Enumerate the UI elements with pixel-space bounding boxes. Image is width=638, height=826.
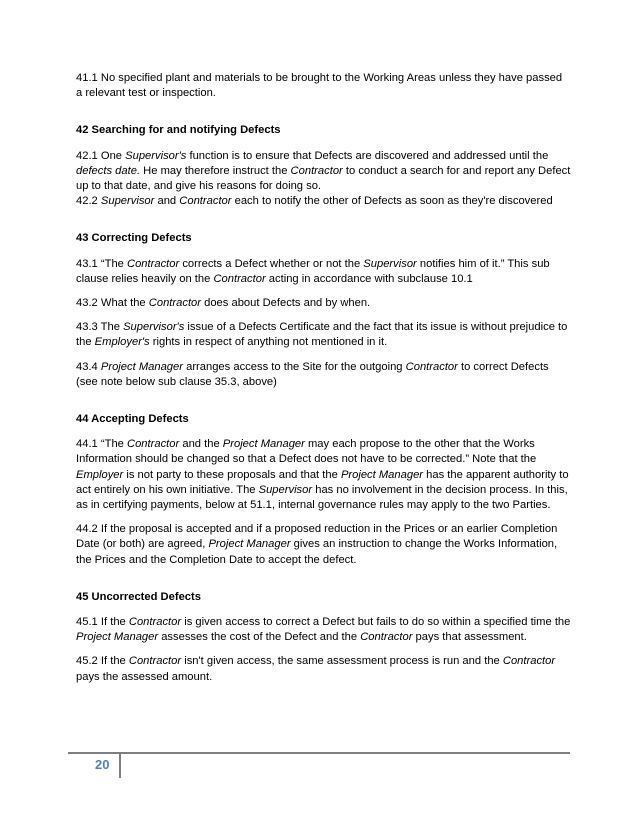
clause-42-1: 42.1 One Supervisor's function is to ensure that Defects are discovered and addressed until the defects date. He may therefore instruct the Contractor to conduct a search for and report any Defect up to that date, and give his reasons for doing so. — [76, 149, 571, 193]
clause-43-2: 43.2 What the Contractor does about Defects and by when. — [76, 297, 371, 310]
clause-43-1: 43.1 “The Contractor corrects a Defect whether or not the Supervisor notifies him of it.” This sub clause relies heavily on the Contractor acting in accordance with subclause 10.1 — [76, 257, 550, 285]
clause-44-2: 44.2 If the proposal is accepted and if a proposed reduction in the Prices or an earlier Completion Date (or both) are agreed, Project Manager gives an instruction to change the Works Information, the Prices and the Completion Date to accept the defect. — [76, 523, 558, 566]
clause-45-1: 45.1 If the Contractor is given access to correct a Defect but fails to do so within a specified time the Project Manager assesses the cost of the Defect and the Contractor pays that assessment. — [76, 616, 571, 644]
footer-vertical-divider — [119, 754, 121, 778]
heading-42: 42 Searching for and notifying Defects — [76, 124, 281, 137]
heading-45: 45 Uncorrected Defects — [76, 590, 201, 603]
heading-44: 44 Accepting Defects — [76, 413, 189, 426]
clause-44-1: 44.1 “The Contractor and the Project Manager may each propose to the other that the Works Information should be changed so that a Defect does not have to be corrected.” Note that the Employer is not party to these proposals and that the Project Manager has the apparent authority to act entirely on his own initiative. The Supervisor has no involvement in the decision process. In this, as in certifying payments, below at 51.1, internal governance rules may apply to the two Parties. — [76, 438, 569, 512]
footer-divider — [68, 752, 570, 754]
clause-41-1-text: 41.1 No specified plant and materials to be brought to the Working Areas unless they have passed a relevant test or inspection. — [76, 72, 563, 100]
clause-41-1 — [76, 71, 571, 101]
document-body — [76, 71, 571, 685]
page-number: 20 — [95, 757, 110, 772]
clause-45-2: 45.2 If the Contractor isn't given access, the same assessment process is run and the Contractor pays the assessed amount. — [76, 655, 556, 683]
clause-43-3: 43.3 The Supervisor's issue of a Defects Certificate and the fact that its issue is without prejudice to the Employer's rights in respect of anything not mentioned in it. — [76, 321, 568, 349]
clause-43-4: 43.4 Project Manager arranges access to the Site for the outgoing Contractor to correct Defects (see note below sub clause 35.3, above) — [76, 360, 549, 388]
clause-42-2: 42.2 Supervisor and Contractor each to notify the other of Defects as soon as they're discovered — [76, 195, 553, 208]
heading-43: 43 Correcting Defects — [76, 232, 192, 245]
